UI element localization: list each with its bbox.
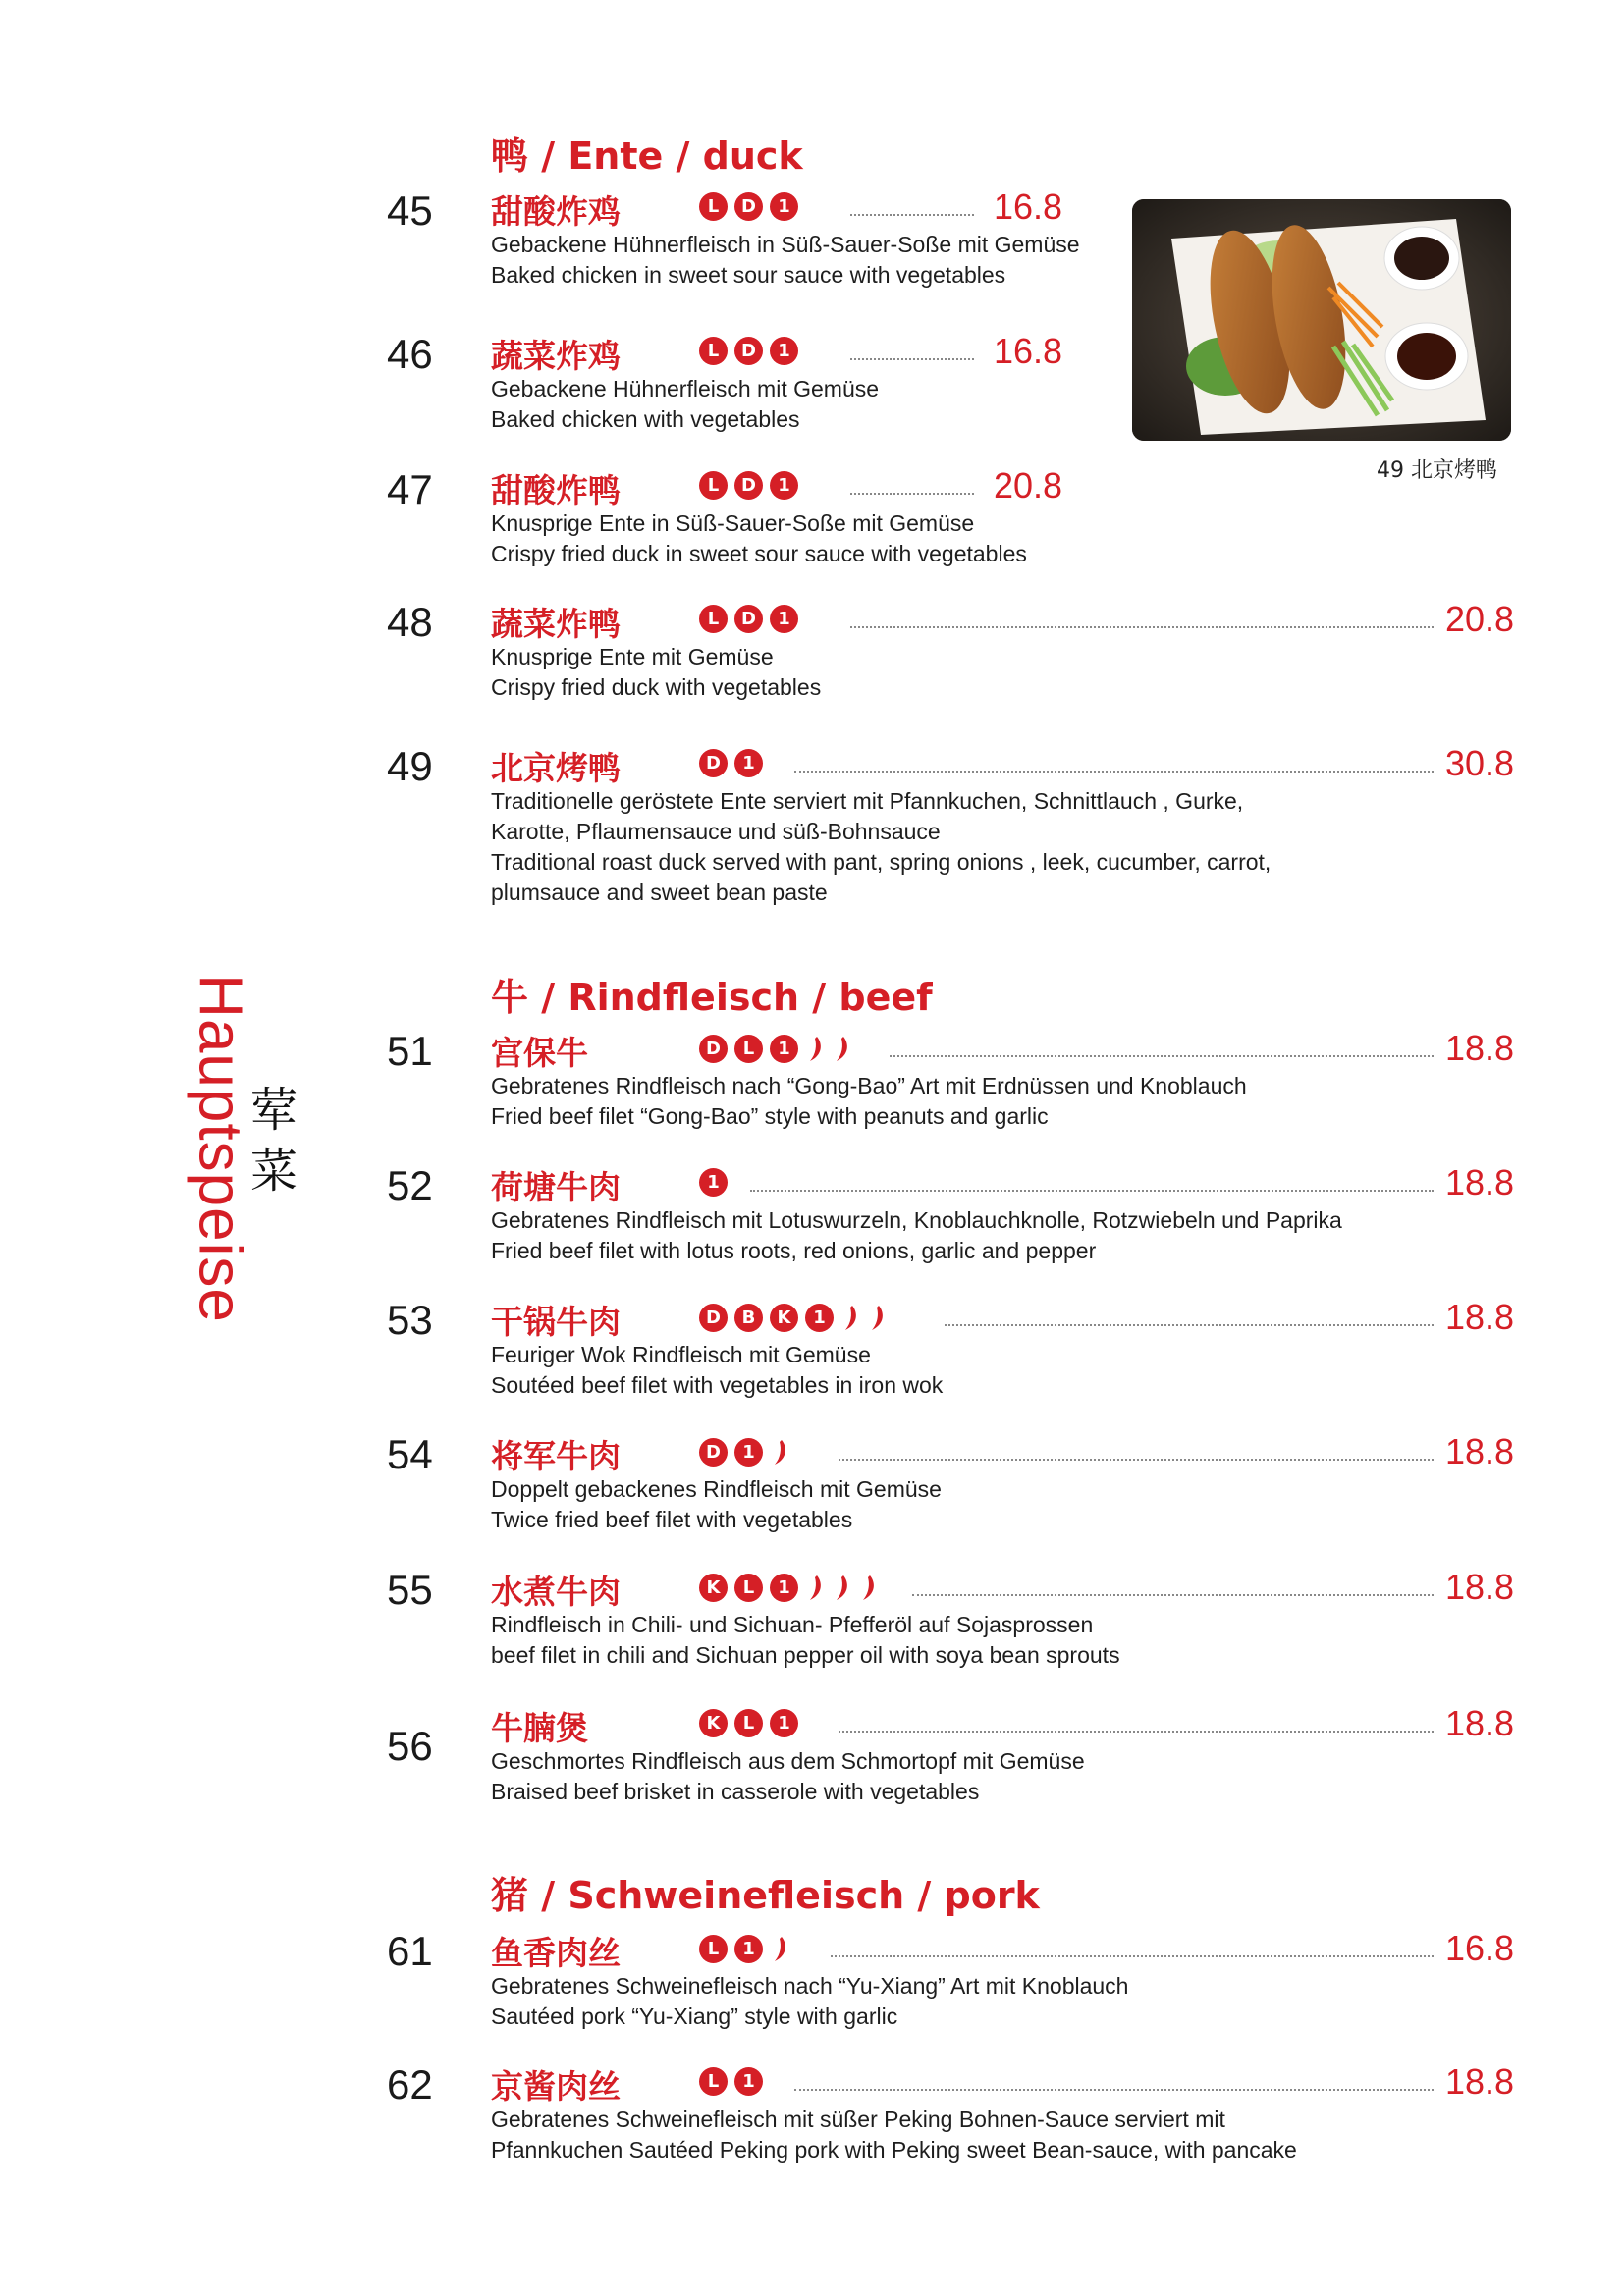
section-title-duck: 鸭 / Ente / duck: [491, 134, 803, 178]
item-description: [491, 1205, 1434, 1266]
item-number: 48: [387, 599, 433, 645]
price-leader-dots: [839, 1459, 1434, 1461]
allergen-badge: D: [734, 337, 763, 365]
side-title-char-2: 菜: [249, 1144, 298, 1199]
item-number: 47: [387, 466, 433, 512]
allergen-badge: L: [699, 605, 728, 633]
item-number: 61: [387, 1928, 433, 1974]
price-leader-dots: [850, 214, 974, 216]
allergen-badge: 1: [770, 1035, 798, 1063]
item-price: 20.8: [1445, 599, 1515, 639]
allergen-badge: D: [699, 749, 728, 777]
item-price: 16.8: [994, 331, 1063, 371]
price-leader-dots: [750, 1190, 1434, 1192]
menu-item: [387, 1703, 1516, 1850]
menu-item: [387, 1028, 1516, 1175]
allergen-badge: 1: [770, 605, 798, 633]
price-leader-dots: [850, 626, 1434, 628]
allergen-badge: L: [734, 1035, 763, 1063]
item-number: 46: [387, 331, 433, 377]
price-leader-dots: [850, 493, 974, 495]
allergen-badge: 1: [770, 1574, 798, 1602]
chili-pepper-icon: [772, 1934, 789, 1963]
description-line: Crispy fried duck in sweet sour sauce with vegetables: [491, 541, 1027, 566]
item-number: 62: [387, 2061, 433, 2108]
item-number: 52: [387, 1162, 433, 1208]
item-price: 18.8: [1445, 1567, 1515, 1607]
description-line: plumsauce and sweet bean paste: [491, 880, 828, 905]
allergen-badge: D: [699, 1304, 728, 1332]
item-name: 北京烤鸭: [491, 749, 621, 787]
item-number: 56: [387, 1723, 433, 1769]
item-number: 53: [387, 1297, 433, 1343]
photo-caption: 49 北京烤鸭: [1377, 458, 1497, 483]
description-line: Doppelt gebackenes Rindfleisch mit Gemüse: [491, 1476, 942, 1502]
allergen-badges: [699, 1709, 798, 1737]
description-line: Traditional roast duck served with pant, spring onions , leek, cucumber, carrot,: [491, 849, 1272, 875]
item-price: 16.8: [1445, 1928, 1515, 1968]
item-description: [491, 1340, 1434, 1401]
description-line: Gebratenes Rindfleisch nach “Gong-Bao” Art mit Erdnüssen und Knoblauch: [491, 1073, 1247, 1098]
item-name: 鱼香肉丝: [491, 1934, 621, 1972]
chili-pepper-icon: [807, 1573, 825, 1602]
allergen-badge: 1: [770, 471, 798, 500]
item-description: [491, 1474, 1434, 1535]
chili-pepper-icon: [869, 1303, 887, 1332]
allergen-badge: L: [699, 471, 728, 500]
description-line: Geschmortes Rindfleisch aus dem Schmortopf mit Gemüse: [491, 1748, 1085, 1774]
item-description: [491, 1971, 1434, 2032]
item-name: 甜酸炸鸡: [491, 192, 621, 231]
item-price: 30.8: [1445, 743, 1515, 783]
item-number: 55: [387, 1567, 433, 1613]
description-line: Rindfleisch in Chili- und Sichuan- Pfefferöl auf Sojasprossen: [491, 1612, 1094, 1637]
allergen-badge: L: [699, 192, 728, 221]
chili-pepper-icon: [772, 1437, 789, 1467]
menu-item: [387, 599, 1516, 746]
menu-item: [387, 465, 1516, 613]
item-name: 牛腩煲: [491, 1709, 588, 1747]
allergen-badge: K: [770, 1304, 798, 1332]
item-price: 18.8: [1445, 1431, 1515, 1471]
price-leader-dots: [912, 1594, 1434, 1596]
menu-item: [387, 331, 1516, 478]
allergen-badges: [699, 1034, 851, 1063]
allergen-badges: [699, 1303, 887, 1332]
description-line: Soutéed beef filet with vegetables in iron wok: [491, 1372, 944, 1398]
allergen-badge: D: [734, 471, 763, 500]
item-price: 18.8: [1445, 1028, 1515, 1068]
menu-item: [387, 1928, 1516, 2075]
item-number: 45: [387, 187, 433, 234]
allergen-badges: [699, 1168, 728, 1197]
allergen-badge: 1: [770, 337, 798, 365]
price-leader-dots: [839, 1731, 1434, 1733]
item-description: [491, 508, 1434, 569]
item-price: 18.8: [1445, 1703, 1515, 1743]
chili-pepper-icon: [834, 1573, 851, 1602]
chili-pepper-icon: [842, 1303, 860, 1332]
allergen-badge: B: [734, 1304, 763, 1332]
allergen-badges: [699, 605, 798, 633]
section-title-beef: 牛 / Rindfleisch / beef: [491, 976, 933, 1019]
allergen-badges: [699, 337, 798, 365]
allergen-badges: [699, 2067, 763, 2096]
description-line: Gebratenes Schweinefleisch mit süßer Peking Bohnen-Sauce serviert mit: [491, 2107, 1225, 2132]
allergen-badge: K: [699, 1574, 728, 1602]
allergen-badge: 1: [805, 1304, 834, 1332]
description-line: Twice fried beef filet with vegetables: [491, 1507, 853, 1532]
item-price: 20.8: [994, 465, 1063, 506]
price-leader-dots: [850, 358, 974, 360]
description-line: Sautéed pork “Yu-Xiang” style with garlic: [491, 2003, 898, 2029]
item-description: [491, 2105, 1434, 2165]
item-name: 荷塘牛肉: [491, 1168, 621, 1206]
description-line: Crispy fried duck with vegetables: [491, 674, 822, 700]
price-leader-dots: [831, 1955, 1434, 1957]
allergen-badge: D: [734, 192, 763, 221]
item-name: 水煮牛肉: [491, 1573, 621, 1611]
description-line: Traditionelle geröstete Ente serviert mit Pfannkuchen, Schnittlauch , Gurke,: [491, 788, 1244, 814]
description-line: Knusprige Ente in Süß-Sauer-Soße mit Gemüse: [491, 510, 975, 536]
price-leader-dots: [945, 1324, 1434, 1326]
allergen-badges: [699, 1437, 789, 1467]
item-name: 京酱肉丝: [491, 2067, 621, 2106]
item-description: [491, 230, 1434, 291]
allergen-badge: L: [734, 1574, 763, 1602]
allergen-badge: 1: [770, 1709, 798, 1737]
item-price: 18.8: [1445, 2061, 1515, 2102]
allergen-badge: L: [699, 337, 728, 365]
chili-pepper-icon: [860, 1573, 878, 1602]
description-line: Baked chicken in sweet sour sauce with vegetables: [491, 262, 1006, 288]
allergen-badge: L: [699, 2067, 728, 2096]
item-name: 蔬菜炸鸭: [491, 605, 621, 643]
description-line: Fried beef filet with lotus roots, red onions, garlic and pepper: [491, 1238, 1097, 1263]
allergen-badge: 1: [699, 1168, 728, 1197]
allergen-badge: 1: [734, 2067, 763, 2096]
item-name: 蔬菜炸鸡: [491, 337, 621, 375]
item-description: [491, 1071, 1434, 1132]
allergen-badge: 1: [734, 749, 763, 777]
description-line: Gebackene Hühnerfleisch in Süß-Sauer-Soße mit Gemüse: [491, 232, 1080, 257]
menu-item: [387, 1297, 1516, 1444]
allergen-badges: [699, 1573, 878, 1602]
description-line: Knusprige Ente mit Gemüse: [491, 644, 774, 669]
price-leader-dots: [794, 2089, 1434, 2091]
description-line: Feuriger Wok Rindfleisch mit Gemüse: [491, 1342, 871, 1367]
allergen-badges: [699, 1934, 789, 1963]
allergen-badge: L: [734, 1709, 763, 1737]
item-number: 54: [387, 1431, 433, 1477]
description-line: Pfannkuchen Sautéed Peking pork with Peking sweet Bean-sauce, with pancake: [491, 2137, 1297, 2163]
description-line: Gebackene Hühnerfleisch mit Gemüse: [491, 376, 880, 401]
chili-pepper-icon: [834, 1034, 851, 1063]
description-line: Fried beef filet “Gong-Bao” style with peanuts and garlic: [491, 1103, 1049, 1129]
allergen-badges: [699, 192, 798, 221]
item-description: [491, 1610, 1434, 1671]
item-price: 18.8: [1445, 1297, 1515, 1337]
item-description: [491, 642, 1434, 703]
item-description: [491, 1746, 1434, 1807]
chili-pepper-icon: [807, 1034, 825, 1063]
item-description: [491, 786, 1434, 908]
side-title-german: Hauptspeise: [186, 974, 254, 1323]
description-line: beef filet in chili and Sichuan pepper oil with soya bean sprouts: [491, 1642, 1120, 1668]
allergen-badges: [699, 471, 798, 500]
item-name: 将军牛肉: [491, 1437, 621, 1475]
item-number: 49: [387, 743, 433, 789]
item-price: 18.8: [1445, 1162, 1515, 1202]
menu-item: [387, 2061, 1516, 2209]
allergen-badge: 1: [770, 192, 798, 221]
menu-item: [387, 1162, 1516, 1309]
item-name: 宫保牛: [491, 1034, 588, 1072]
allergen-badge: L: [699, 1935, 728, 1963]
allergen-badge: D: [699, 1438, 728, 1467]
item-name: 干锅牛肉: [491, 1303, 621, 1341]
item-price: 16.8: [994, 187, 1063, 227]
description-line: Karotte, Pflaumensauce und süß-Bohnsauce: [491, 819, 941, 844]
description-line: Gebratenes Rindfleisch mit Lotuswurzeln, Knoblauchknolle, Rotzwiebeln und Paprika: [491, 1207, 1342, 1233]
menu-item: [387, 743, 1516, 905]
item-number: 51: [387, 1028, 433, 1074]
allergen-badge: K: [699, 1709, 728, 1737]
item-description: [491, 374, 1434, 435]
side-title-char-1: 荤: [249, 1083, 298, 1138]
allergen-badge: D: [699, 1035, 728, 1063]
item-name: 甜酸炸鸭: [491, 471, 621, 509]
menu-item: [387, 1431, 1516, 1578]
description-line: Baked chicken with vegetables: [491, 406, 800, 432]
description-line: Braised beef brisket in casserole with vegetables: [491, 1779, 980, 1804]
allergen-badges: [699, 749, 763, 777]
allergen-badge: 1: [734, 1438, 763, 1467]
section-title-pork: 猪 / Schweinefleisch / pork: [491, 1874, 1040, 1917]
price-leader-dots: [794, 771, 1434, 773]
menu-item: [387, 187, 1516, 334]
allergen-badge: D: [734, 605, 763, 633]
allergen-badge: 1: [734, 1935, 763, 1963]
price-leader-dots: [890, 1055, 1434, 1057]
menu-item: [387, 1567, 1516, 1714]
description-line: Gebratenes Schweinefleisch nach “Yu-Xiang” Art mit Knoblauch: [491, 1973, 1129, 1999]
